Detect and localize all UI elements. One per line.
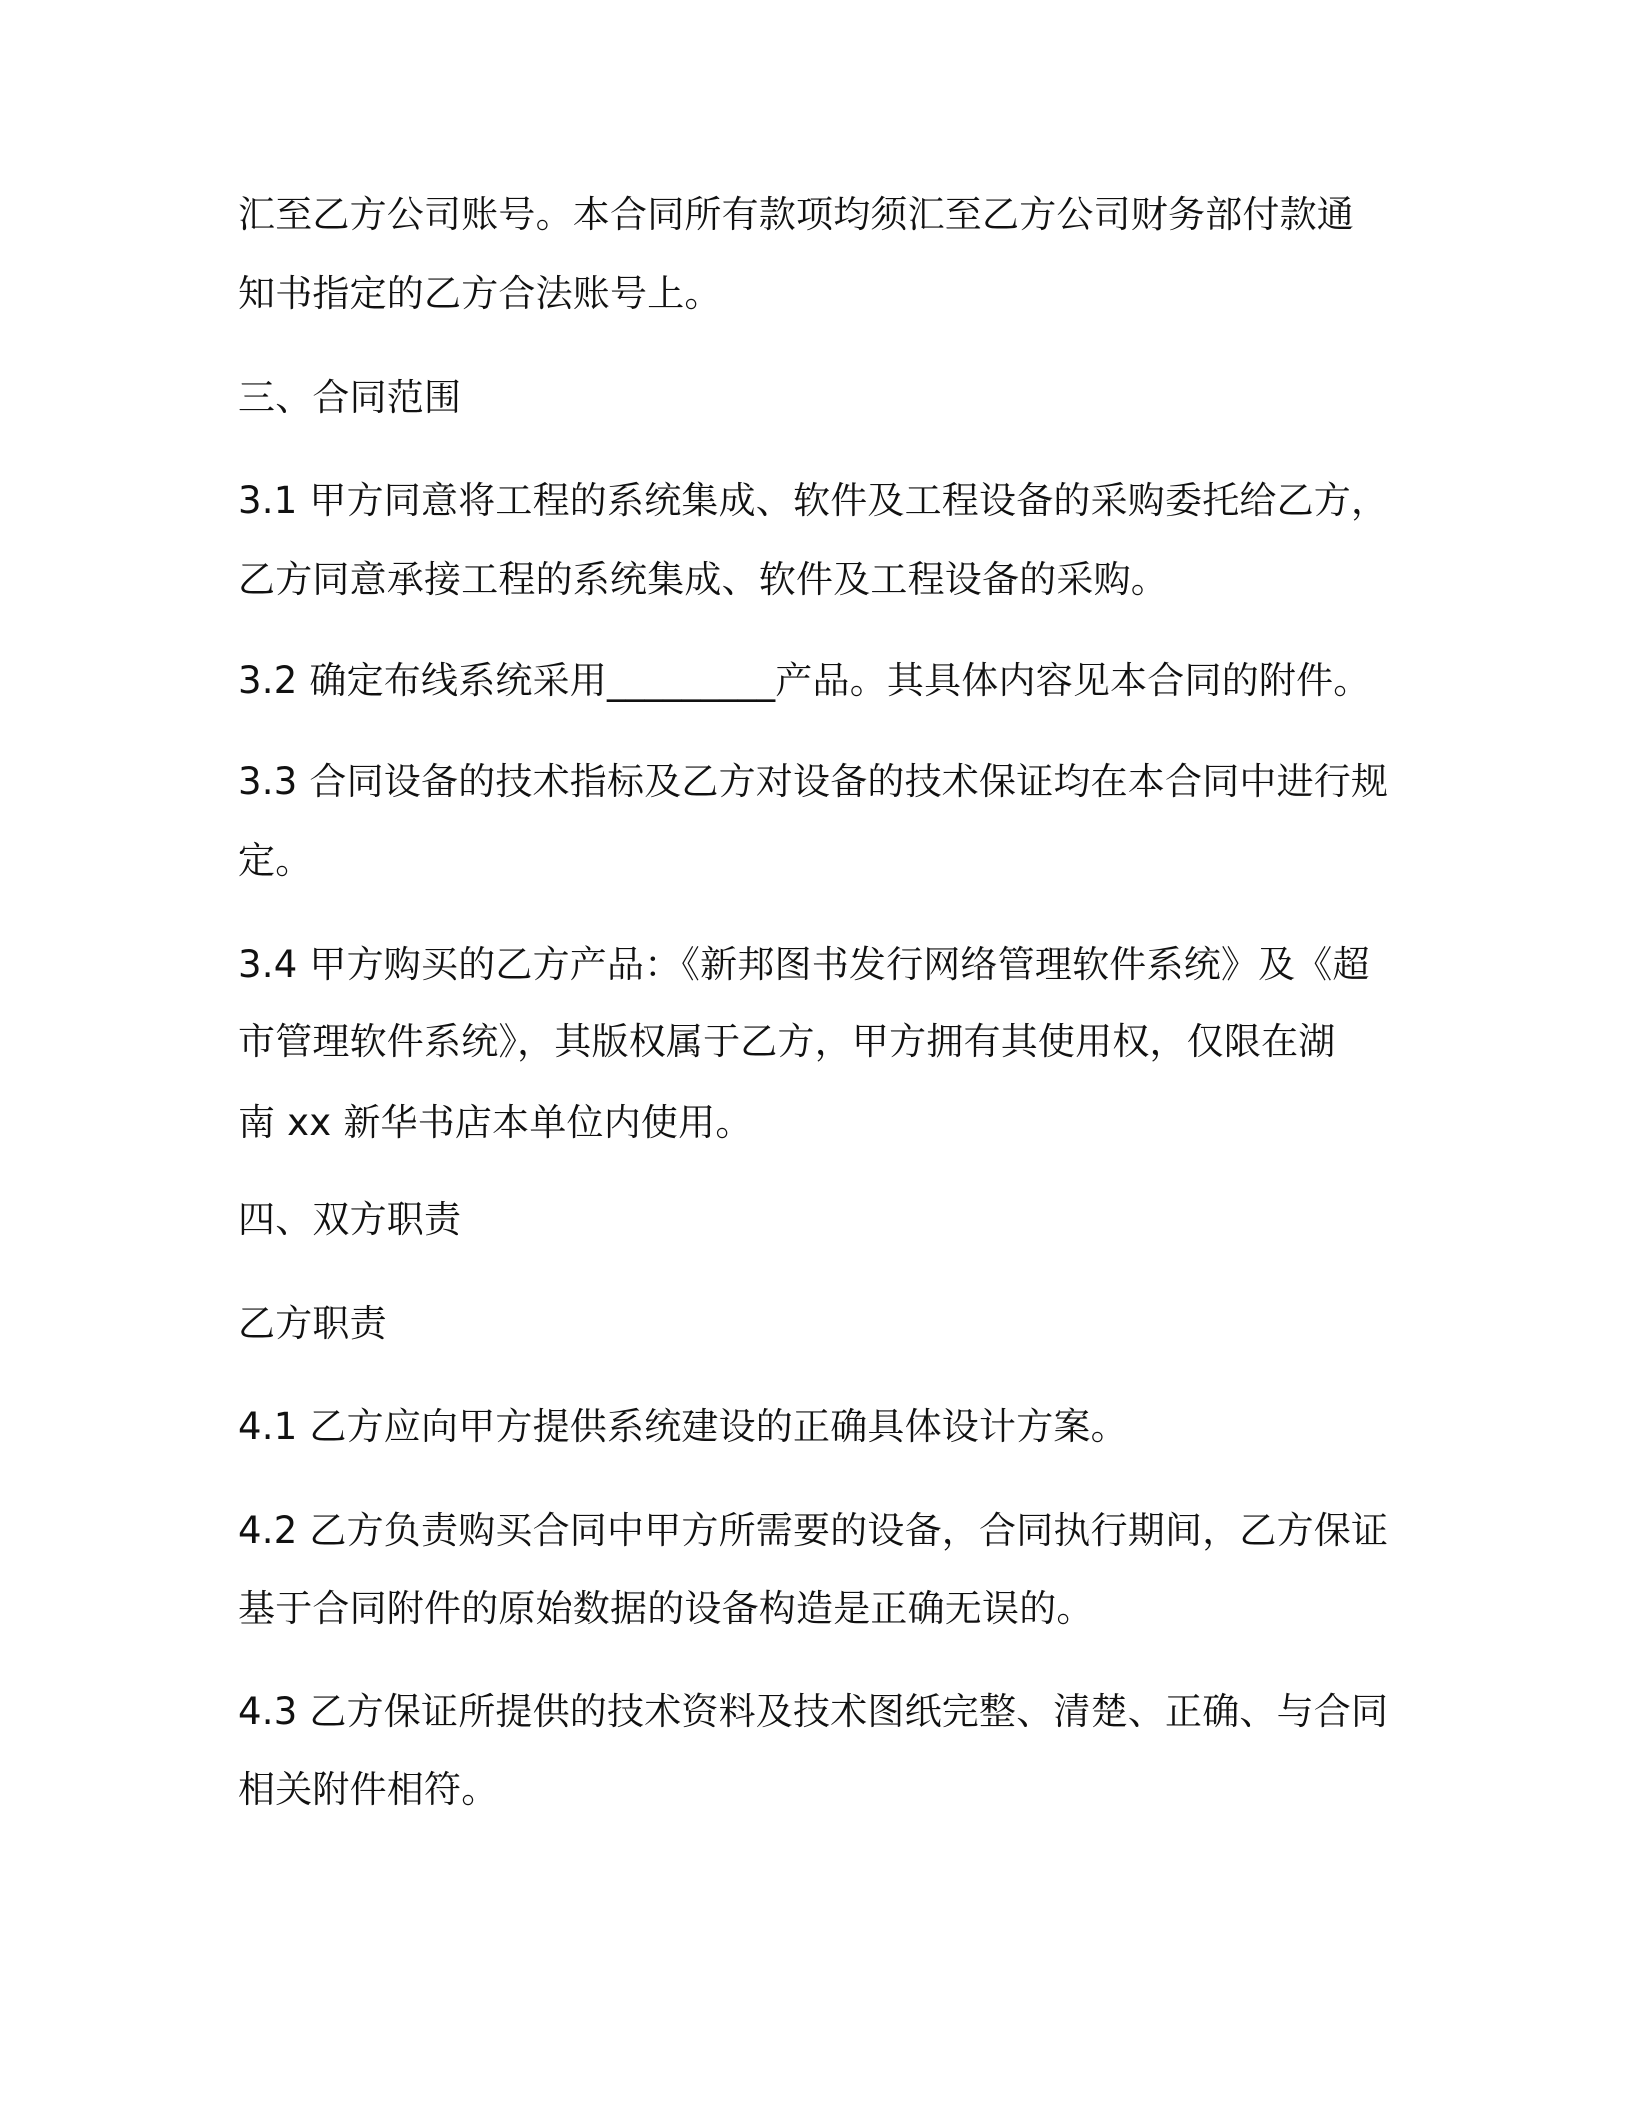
section-heading: 三、合同范围 xyxy=(238,376,462,419)
clause-line: 3.4 甲方购买的乙方产品：《新邦图书发行网络管理软件系统》及《超 xyxy=(238,943,1370,986)
clause-line: 3.3 合同设备的技术指标及乙方对设备的技术保证均在本合同中进行规 xyxy=(238,760,1389,803)
clause-line: 南 xx 新华书店本单位内使用。 xyxy=(238,1101,753,1144)
clause-line: 4.3 乙方保证所提供的技术资料及技术图纸完整、清楚、正确、与合同 xyxy=(238,1690,1389,1733)
clause-line: 乙方同意承接工程的系统集成、软件及工程设备的采购。 xyxy=(238,558,1168,601)
text-line: 汇至乙方公司账号。本合同所有款项均须汇至乙方公司财务部付款通 xyxy=(238,193,1354,236)
section-heading: 四、双方职责 xyxy=(238,1198,462,1241)
clause-line: 3.2 确定布线系统采用_________产品。其具体内容见本合同的附件。 xyxy=(238,659,1371,702)
clause-line: 市管理软件系统》，其版权属于乙方，甲方拥有其使用权，仅限在湖 xyxy=(238,1020,1336,1063)
clause-line: 基于合同附件的原始数据的设备构造是正确无误的。 xyxy=(238,1587,1094,1630)
clause-line: 4.2 乙方负责购买合同中甲方所需要的设备，合同执行期间，乙方保证 xyxy=(238,1509,1389,1552)
clause-line: 定。 xyxy=(238,839,313,882)
clause-line: 相关附件相符。 xyxy=(238,1768,499,1811)
clause-line: 4.1 乙方应向甲方提供系统建设的正确具体设计方案。 xyxy=(238,1405,1128,1448)
subsection-heading: 乙方职责 xyxy=(238,1302,387,1345)
text-line: 知书指定的乙方合法账号上。 xyxy=(238,272,722,315)
clause-line: 3.1 甲方同意将工程的系统集成、软件及工程设备的采购委托给乙方， xyxy=(238,479,1389,522)
